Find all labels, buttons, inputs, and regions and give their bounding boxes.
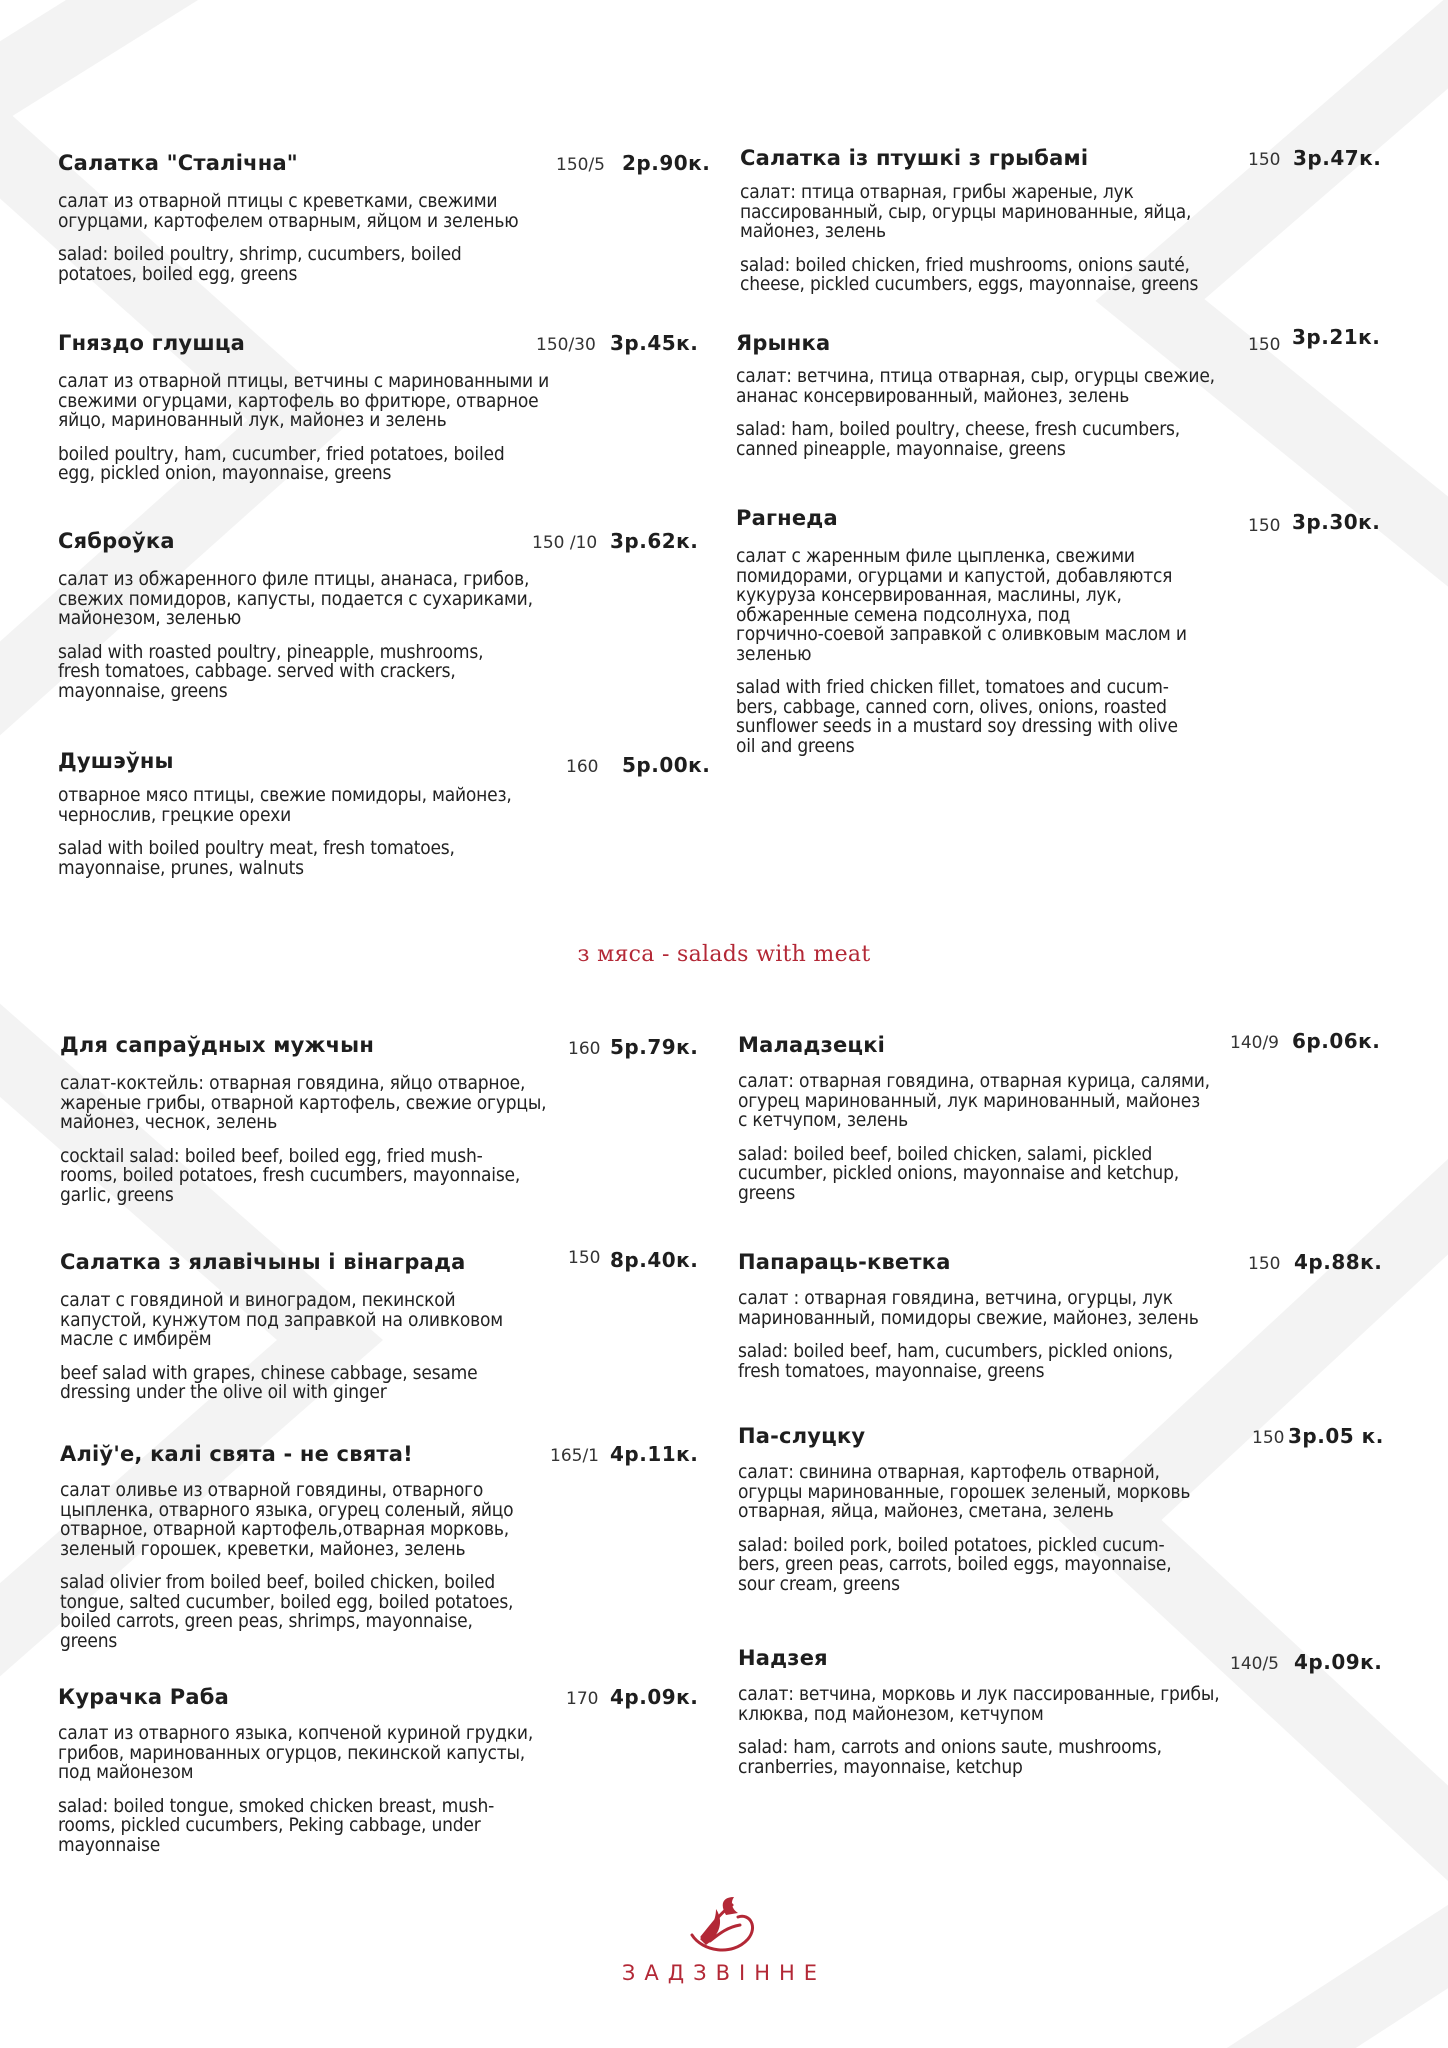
- item-weight: 150: [1248, 1254, 1281, 1274]
- menu-item-muzhchyn: [60, 1030, 710, 1205]
- bird-swirl-logo-icon: [680, 1895, 764, 1965]
- item-name: Надзея: [738, 1646, 828, 1670]
- menu-item-jarynka: [736, 325, 1386, 460]
- item-name: Рагнеда: [736, 506, 838, 530]
- item-description-ru: салат из отварного языка, копченой куриной грудки, грибов, маринованных огурцов, пекинской капусты, под майонезом: [58, 1722, 534, 1783]
- item-name: Душэўны: [58, 749, 174, 773]
- item-price: 8р.40к.: [610, 1248, 699, 1272]
- menu-item-ptushka: [740, 143, 1390, 295]
- item-description-ru: салат: ветчина, птица отварная, сыр, огурцы свежие, ананас консервированный, майонез, зелень: [736, 365, 1215, 407]
- item-price: 4р.88к.: [1294, 1250, 1383, 1274]
- item-description-ru: салат: свинина отварная, картофель отварной, огурцы маринованные, горошек зеленый, морковь отварная, яйца, майонез, сметана, зелень: [738, 1461, 1191, 1522]
- menu-item-gniazdo: [58, 328, 708, 484]
- item-weight: 160: [566, 757, 599, 777]
- item-name: Курачка Раба: [58, 1685, 230, 1709]
- menu-item-paslutsku: [738, 1421, 1388, 1594]
- item-price: 5р.00к.: [622, 753, 711, 777]
- item-name: Ярынка: [736, 331, 831, 355]
- item-description-ru: отварное мясо птицы, свежие помидоры, майонез, чернослив, грецкие орехи: [58, 784, 512, 826]
- brand-name: ЗАДЗВІННЕ: [621, 1961, 827, 1985]
- item-weight: 160: [568, 1039, 601, 1059]
- item-weight: 140/5: [1230, 1654, 1279, 1674]
- item-price: 3р.30к.: [1292, 510, 1381, 534]
- menu-item-paparats: [738, 1247, 1388, 1381]
- item-name: Па-слуцку: [738, 1424, 866, 1448]
- item-name: Салатка з ялавічыны і вінаграда: [60, 1250, 466, 1274]
- item-price: 2р.90к.: [622, 151, 711, 175]
- menu-item-aliue: [60, 1439, 710, 1651]
- item-description-ru: салат с жаренным филе цыпленка, свежими помидорами, огурцами и капустой, добавляются кукуруза консервированная, маслины, лук, обжаренные семена подсолнуха, под горчично-соевой заправкой с оливковым маслом и зеленью: [736, 545, 1187, 665]
- item-weight: 140/9: [1230, 1033, 1279, 1053]
- item-weight: 150/5: [556, 155, 605, 175]
- item-weight: 150/30: [536, 335, 596, 355]
- section-title: з мяса - salads with meat: [577, 942, 871, 967]
- item-name: Для сапраўдных мужчын: [60, 1033, 375, 1057]
- item-weight: 150 /10: [532, 533, 598, 553]
- item-price: 3р.05 к.: [1288, 1424, 1384, 1448]
- item-name: Салатка із птушкі з грыбамі: [740, 146, 1089, 170]
- item-description-ru: салат: птица отварная, грибы жареные, лук пассированный, сыр, огурцы маринованные, яйца, майонез, зелень: [740, 181, 1192, 242]
- item-description-en: salad: boiled beef, boiled chicken, salami, pickled cucumber, pickled onions, mayonnaise and ketchup, greens: [738, 1142, 1179, 1204]
- item-description-en: salad: boiled pork, boiled potatoes, pickled cucum- bers, green peas, carrots, boiled eggs, mayonnaise, sour cream, greens: [738, 1533, 1172, 1595]
- item-name: Папараць-кветка: [738, 1250, 951, 1274]
- item-description-en: salad: boiled chicken, fried mushrooms, onions sauté, cheese, pickled cucumbers, eggs, mayonnaise, greens: [740, 253, 1199, 295]
- menu-item-kurachka: [58, 1682, 708, 1855]
- item-price: 4р.09к.: [1294, 1650, 1383, 1674]
- item-description-en: salad with fried chicken fillet, tomatoes and cucum- bers, cabbage, canned corn, olives, onions, roasted sunflower seeds in a mustard soy dressing with olive oil and greens: [736, 676, 1178, 757]
- item-weight: 150: [1248, 516, 1281, 536]
- item-weight: 170: [566, 1689, 599, 1709]
- item-price: 5р.79к.: [610, 1035, 699, 1059]
- menu-item-siabrouka: [58, 526, 708, 701]
- item-description-ru: салат : отварная говядина, ветчина, огурцы, лук маринованный, помидоры свежие, майонез, зелень: [738, 1287, 1199, 1329]
- item-price: 4р.11к.: [610, 1442, 699, 1466]
- item-price: 3р.21к.: [1292, 325, 1381, 349]
- menu-item-maladzetski: [738, 1030, 1388, 1203]
- item-description-ru: салат оливье из отварной говядины, отварного цыпленка, отварного языка, огурец соленый, яйцо отварное, отварной картофель,отварная морковь, зеленый горошек, креветки, майонез, зелень: [60, 1479, 514, 1560]
- item-weight: 150: [1252, 1428, 1285, 1448]
- item-description-ru: салат: отварная говядина, отварная курица, салями, огурец маринованный, лук маринованный, майонез с кетчупом, зелень: [738, 1070, 1210, 1131]
- item-price: 3р.47к.: [1293, 146, 1382, 170]
- item-description-ru: салат из отварной птицы, ветчины с маринованными и свежими огурцами, картофель во фритюре, отварное яйцо, маринованный лук, майонез и зелень: [58, 370, 550, 431]
- item-name: Салатка "Сталічна": [58, 151, 298, 175]
- menu-item-stalichna: [58, 148, 711, 285]
- item-name: Сяброўка: [58, 529, 175, 553]
- item-description-en: salad: ham, carrots and onions saute, mushrooms, cranberries, mayonnaise, ketchup: [738, 1736, 1162, 1778]
- item-weight: 150: [1248, 150, 1281, 170]
- item-description-en: salad: ham, boiled poultry, cheese, fresh cucumbers, canned pineapple, mayonnaise, greens: [736, 418, 1180, 460]
- menu-item-jalavichyna: [60, 1247, 710, 1403]
- item-price: 4р.09к.: [610, 1685, 699, 1709]
- item-weight: 165/1: [550, 1446, 599, 1466]
- item-price: 6р.06к.: [1292, 1029, 1381, 1053]
- item-description-en: salad: boiled beef, ham, cucumbers, pickled onions, fresh tomatoes, mayonnaise, greens: [738, 1340, 1174, 1382]
- item-name: Гняздо глушца: [58, 331, 245, 355]
- item-description-en: boiled poultry, ham, cucumber, fried potatoes, boiled egg, pickled onion, mayonnaise, greens: [58, 442, 505, 484]
- item-description-en: salad olivier from boiled beef, boiled chicken, boiled tongue, salted cucumber, boiled egg, boiled potatoes, boiled carrots, green peas, shrimps, mayonnaise, greens: [60, 1571, 514, 1652]
- menu-item-nadzeia: [738, 1643, 1388, 1777]
- item-description-en: salad with boiled poultry meat, fresh tomatoes, mayonnaise, prunes, walnuts: [58, 837, 455, 879]
- item-name: Аліў'е, калі свята - не свята!: [60, 1442, 413, 1466]
- item-description-en: salad with roasted poultry, pineapple, mushrooms, fresh tomatoes, cabbage. served with crackers, mayonnaise, greens: [58, 640, 484, 702]
- item-description-en: beef salad with grapes, chinese cabbage, sesame dressing under the olive oil with ginger: [60, 1361, 478, 1403]
- item-price: 3р.62к.: [610, 529, 699, 553]
- item-description-ru: салат-коктейль: отварная говядина, яйцо отварное, жареные грибы, отварной картофель, свежие огурцы, майонез, чеснок, зелень: [60, 1072, 547, 1133]
- item-name: Маладзецкі: [738, 1033, 886, 1057]
- menu-item-dushuny: [58, 746, 711, 879]
- item-weight: 150: [568, 1248, 601, 1268]
- item-price: 3р.45к.: [610, 331, 699, 355]
- item-weight: 150: [1248, 335, 1281, 355]
- menu-item-ragneda: [736, 503, 1386, 756]
- item-description-ru: салат из обжаренного филе птицы, ананаса, грибов, свежих помидоров, капусты, подается с сухариками, майонезом, зеленью: [58, 568, 533, 629]
- item-description-en: salad: boiled tongue, smoked chicken breast, mush- rooms, pickled cucumbers, Peking cabbage, under mayonnaise: [58, 1794, 495, 1856]
- item-description-en: cocktail salad: boiled beef, boiled egg, fried mush- rooms, boiled potatoes, fresh cucumbers, mayonnaise, garlic, greens: [60, 1144, 521, 1206]
- item-description-en: salad: boiled poultry, shrimp, cucumbers, boiled potatoes, boiled egg, greens: [58, 243, 462, 285]
- item-description-ru: салат: ветчина, морковь и лук пассированные, грибы, клюква, под майонезом, кетчупом: [738, 1683, 1220, 1725]
- item-description-ru: салат с говядиной и виноградом, пекинской капустой, кунжутом под заправкой на оливковом масле с имбирём: [60, 1289, 503, 1350]
- item-description-ru: салат из отварной птицы с креветками, свежими огурцами, картофелем отварным, яйцом и зеленью: [58, 190, 519, 232]
